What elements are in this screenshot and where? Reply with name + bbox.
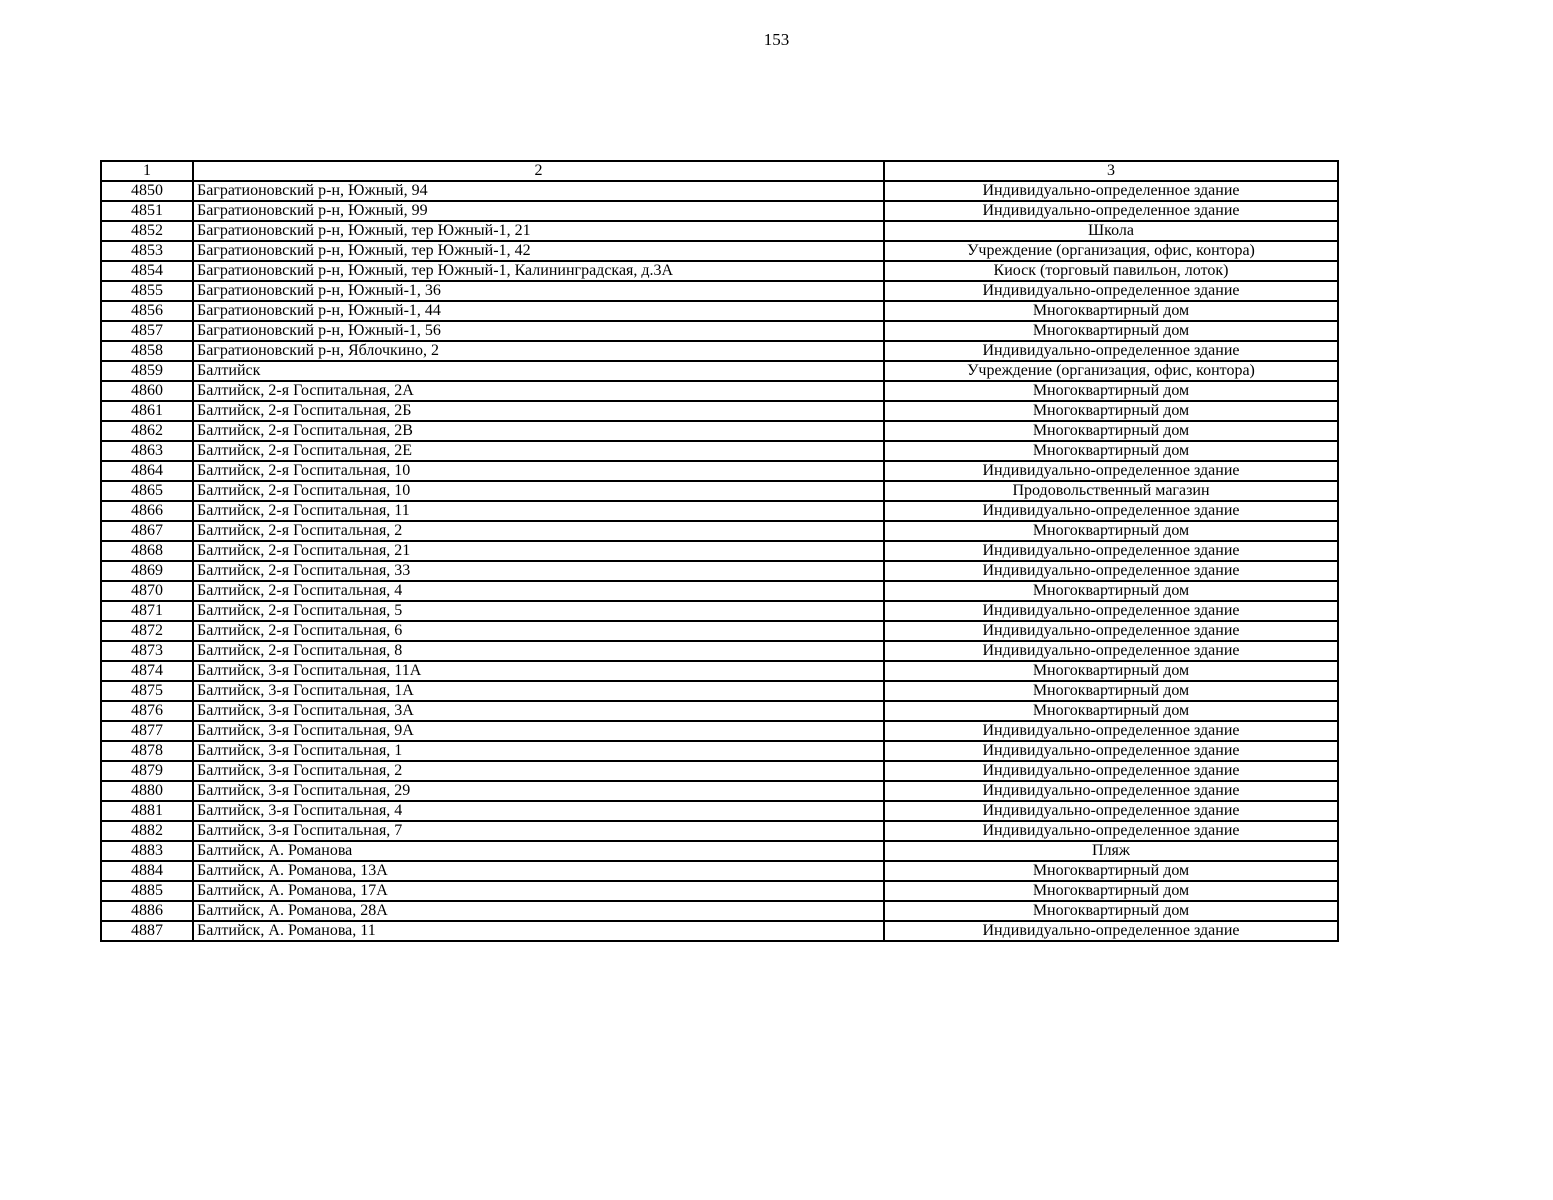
object-address: Багратионовский р-н, Южный, тер Южный-1, 21 [193, 221, 884, 241]
object-address: Балтийск, 3-я Госпитальная, 7 [193, 821, 884, 841]
row-number: 4859 [101, 361, 193, 381]
object-address: Багратионовский р-н, Южный, тер Южный-1, 42 [193, 241, 884, 261]
table-row [101, 221, 1338, 241]
table-row [101, 301, 1338, 321]
object-type: Многоквартирный дом [884, 881, 1338, 901]
object-type: Многоквартирный дом [884, 681, 1338, 701]
object-type: Учреждение (организация, офис, контора) [884, 241, 1338, 261]
registry-table [100, 160, 1339, 942]
object-type: Индивидуально-определенное здание [884, 561, 1338, 581]
row-number: 4857 [101, 321, 193, 341]
object-type: Пляж [884, 841, 1338, 861]
object-address: Багратионовский р-н, Южный-1, 44 [193, 301, 884, 321]
row-number: 4886 [101, 901, 193, 921]
object-type: Многоквартирный дом [884, 381, 1338, 401]
row-number: 4867 [101, 521, 193, 541]
table-row [101, 281, 1338, 301]
object-address: Балтийск, 3-я Госпитальная, 11А [193, 661, 884, 681]
row-number: 4869 [101, 561, 193, 581]
row-number: 4881 [101, 801, 193, 821]
object-address: Балтийск, 3-я Госпитальная, 29 [193, 781, 884, 801]
table-row [101, 721, 1338, 741]
table-row [101, 761, 1338, 781]
object-address: Багратионовский р-н, Южный, 94 [193, 181, 884, 201]
registry-table-body [101, 161, 1338, 941]
row-number: 4853 [101, 241, 193, 261]
object-address: Балтийск, 2-я Госпитальная, 2 [193, 521, 884, 541]
object-type: Индивидуально-определенное здание [884, 801, 1338, 821]
row-number: 4851 [101, 201, 193, 221]
object-type: Индивидуально-определенное здание [884, 461, 1338, 481]
object-type: Продовольственный магазин [884, 481, 1338, 501]
object-type: Индивидуально-определенное здание [884, 541, 1338, 561]
table-row [101, 341, 1338, 361]
object-type: Индивидуально-определенное здание [884, 641, 1338, 661]
object-type: Многоквартирный дом [884, 901, 1338, 921]
table-row [101, 321, 1338, 341]
row-number: 4871 [101, 601, 193, 621]
object-address: Балтийск, 2-я Госпитальная, 5 [193, 601, 884, 621]
object-address: Балтийск, 3-я Госпитальная, 1А [193, 681, 884, 701]
row-number: 4864 [101, 461, 193, 481]
object-address: Балтийск, 3-я Госпитальная, 4 [193, 801, 884, 821]
table-row [101, 241, 1338, 261]
object-type: Индивидуально-определенное здание [884, 181, 1338, 201]
object-type: Многоквартирный дом [884, 441, 1338, 461]
row-number: 4861 [101, 401, 193, 421]
object-address: Багратионовский р-н, Южный-1, 36 [193, 281, 884, 301]
row-number: 4874 [101, 661, 193, 681]
object-address: Балтийск, 3-я Госпитальная, 2 [193, 761, 884, 781]
row-number: 4862 [101, 421, 193, 441]
row-number: 4884 [101, 861, 193, 881]
row-number: 4880 [101, 781, 193, 801]
table-row [101, 881, 1338, 901]
table-row [101, 841, 1338, 861]
table-row [101, 521, 1338, 541]
object-address: Балтийск, 2-я Госпитальная, 33 [193, 561, 884, 581]
table-row [101, 481, 1338, 501]
table-row [101, 401, 1338, 421]
object-type: Киоск (торговый павильон, лоток) [884, 261, 1338, 281]
row-number: 4868 [101, 541, 193, 561]
table-row [101, 821, 1338, 841]
object-address: Балтийск, 2-я Госпитальная, 6 [193, 621, 884, 641]
row-number: 4885 [101, 881, 193, 901]
row-number: 4883 [101, 841, 193, 861]
table-row [101, 681, 1338, 701]
table-row [101, 661, 1338, 681]
table-row [101, 641, 1338, 661]
object-type: Индивидуально-определенное здание [884, 821, 1338, 841]
object-address: Балтийск, 2-я Госпитальная, 8 [193, 641, 884, 661]
row-number: 4875 [101, 681, 193, 701]
row-number: 4855 [101, 281, 193, 301]
object-type: Учреждение (организация, офис, контора) [884, 361, 1338, 381]
table-row [101, 381, 1338, 401]
object-address: Балтийск, 2-я Госпитальная, 10 [193, 481, 884, 501]
object-address: Балтийск, 2-я Госпитальная, 21 [193, 541, 884, 561]
table-row [101, 201, 1338, 221]
object-type: Индивидуально-определенное здание [884, 721, 1338, 741]
object-type: Многоквартирный дом [884, 581, 1338, 601]
object-type: Индивидуально-определенное здание [884, 201, 1338, 221]
row-number: 4863 [101, 441, 193, 461]
row-number: 4865 [101, 481, 193, 501]
object-type: Многоквартирный дом [884, 321, 1338, 341]
object-type: Индивидуально-определенное здание [884, 761, 1338, 781]
table-row [101, 741, 1338, 761]
row-number: 4852 [101, 221, 193, 241]
table-row [101, 441, 1338, 461]
table-row [101, 901, 1338, 921]
column-header-1: 1 [101, 161, 193, 181]
row-number: 4878 [101, 741, 193, 761]
row-number: 4879 [101, 761, 193, 781]
object-type: Индивидуально-определенное здание [884, 781, 1338, 801]
row-number: 4873 [101, 641, 193, 661]
page-number: 153 [763, 30, 790, 49]
object-type: Многоквартирный дом [884, 401, 1338, 421]
row-number: 4856 [101, 301, 193, 321]
column-header-2: 2 [193, 161, 884, 181]
table-row [101, 421, 1338, 441]
column-header-3: 3 [884, 161, 1338, 181]
object-type: Многоквартирный дом [884, 301, 1338, 321]
object-address: Балтийск, 2-я Госпитальная, 10 [193, 461, 884, 481]
row-number: 4854 [101, 261, 193, 281]
object-address: Балтийск, 3-я Госпитальная, 3А [193, 701, 884, 721]
table-row [101, 921, 1338, 941]
row-number: 4860 [101, 381, 193, 401]
object-address: Балтийск, 2-я Госпитальная, 2А [193, 381, 884, 401]
row-number: 4872 [101, 621, 193, 641]
object-type: Индивидуально-определенное здание [884, 741, 1338, 761]
object-type: Многоквартирный дом [884, 701, 1338, 721]
object-address: Балтийск, 2-я Госпитальная, 2Б [193, 401, 884, 421]
row-number: 4866 [101, 501, 193, 521]
table-row [101, 561, 1338, 581]
object-address: Балтийск, 3-я Госпитальная, 1 [193, 741, 884, 761]
table-row [101, 261, 1338, 281]
table-row [101, 601, 1338, 621]
object-address: Багратионовский р-н, Яблочкино, 2 [193, 341, 884, 361]
object-address: Багратионовский р-н, Южный, тер Южный-1, Калининградская, д.3А [193, 261, 884, 281]
row-number: 4876 [101, 701, 193, 721]
object-address: Балтийск, 2-я Госпитальная, 2В [193, 421, 884, 441]
object-type: Многоквартирный дом [884, 421, 1338, 441]
row-number: 4882 [101, 821, 193, 841]
object-address: Балтийск [193, 361, 884, 381]
table-header-row [101, 161, 1338, 181]
table-row [101, 541, 1338, 561]
table-row [101, 581, 1338, 601]
object-address: Балтийск, 2-я Госпитальная, 4 [193, 581, 884, 601]
object-type: Индивидуально-определенное здание [884, 601, 1338, 621]
object-address: Балтийск, А. Романова, 11 [193, 921, 884, 941]
object-address: Балтийск, А. Романова, 17А [193, 881, 884, 901]
object-address: Багратионовский р-н, Южный, 99 [193, 201, 884, 221]
row-number: 4858 [101, 341, 193, 361]
row-number: 4877 [101, 721, 193, 741]
table-row [101, 781, 1338, 801]
object-address: Балтийск, 2-я Госпитальная, 11 [193, 501, 884, 521]
object-address: Балтийск, А. Романова, 13А [193, 861, 884, 881]
object-type: Многоквартирный дом [884, 661, 1338, 681]
object-type: Индивидуально-определенное здание [884, 341, 1338, 361]
table-row [101, 701, 1338, 721]
row-number: 4887 [101, 921, 193, 941]
object-type: Индивидуально-определенное здание [884, 621, 1338, 641]
table-row [101, 461, 1338, 481]
table-row [101, 801, 1338, 821]
object-address: Балтийск, 3-я Госпитальная, 9А [193, 721, 884, 741]
table-row [101, 501, 1338, 521]
table-row [101, 621, 1338, 641]
row-number: 4870 [101, 581, 193, 601]
object-type: Индивидуально-определенное здание [884, 921, 1338, 941]
object-type: Индивидуально-определенное здание [884, 281, 1338, 301]
object-address: Балтийск, А. Романова [193, 841, 884, 861]
object-address: Багратионовский р-н, Южный-1, 56 [193, 321, 884, 341]
row-number: 4850 [101, 181, 193, 201]
object-address: Балтийск, А. Романова, 28А [193, 901, 884, 921]
object-type: Школа [884, 221, 1338, 241]
object-type: Многоквартирный дом [884, 861, 1338, 881]
table-row [101, 361, 1338, 381]
object-type: Многоквартирный дом [884, 521, 1338, 541]
object-address: Балтийск, 2-я Госпитальная, 2Е [193, 441, 884, 461]
table-row [101, 861, 1338, 881]
table-row [101, 181, 1338, 201]
object-type: Индивидуально-определенное здание [884, 501, 1338, 521]
